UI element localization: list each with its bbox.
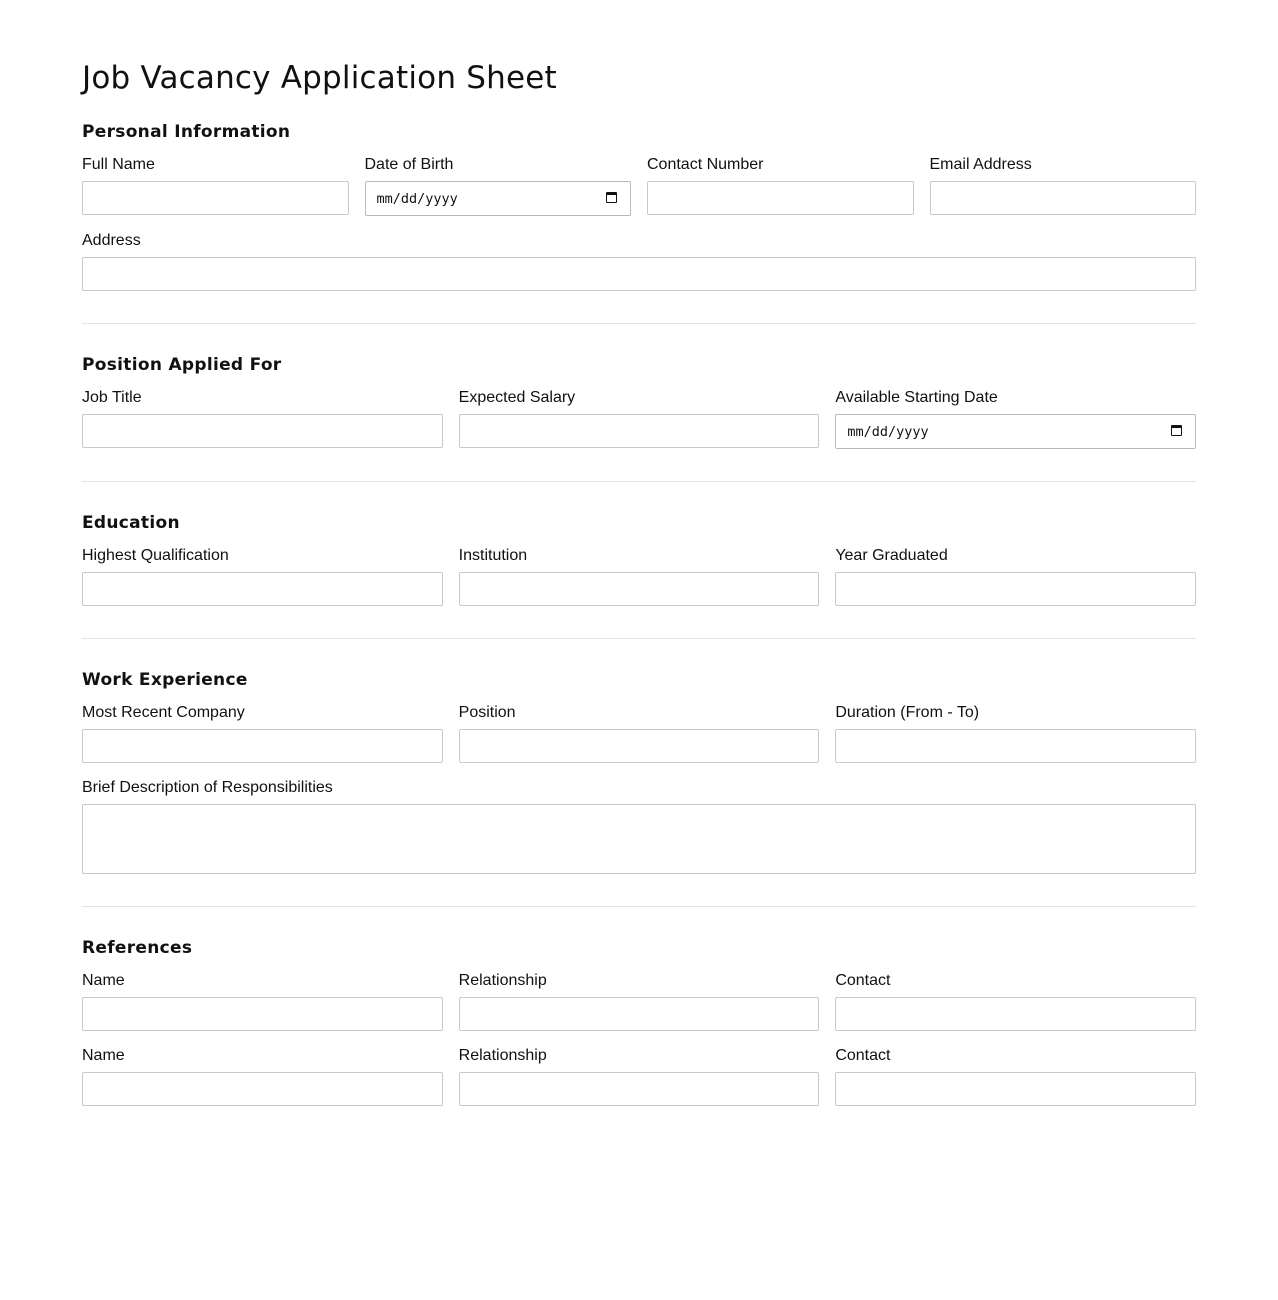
page-title: Job Vacancy Application Sheet: [82, 60, 557, 96]
full-name-label: Full Name: [82, 156, 155, 173]
address-field: [82, 231, 1196, 291]
date-of-birth-field: [365, 155, 632, 216]
duration-field: [835, 703, 1196, 763]
reference-2-name-input[interactable]: [82, 1072, 443, 1106]
address-row: [82, 231, 1196, 291]
reference-1-relationship-field: [459, 971, 820, 1031]
address-input[interactable]: [82, 257, 1196, 291]
reference-2-name-field: [82, 1046, 443, 1106]
responsibilities-row: [82, 778, 1196, 874]
calendar-icon[interactable]: [1171, 425, 1182, 436]
education-row: [82, 546, 1196, 606]
available-starting-date-label: Available Starting Date: [835, 389, 998, 406]
job-title-input[interactable]: [82, 414, 443, 448]
position-row: [82, 388, 1196, 449]
section-divider: [82, 906, 1196, 907]
email-address-label: Email Address: [929, 156, 1032, 173]
reference-2-relationship-label: Relationship: [458, 1047, 547, 1064]
reference-row-2: [82, 1046, 1196, 1106]
reference-1-contact-field: [835, 971, 1196, 1031]
responsibilities-label: Brief Description of Responsibilities: [82, 779, 333, 796]
duration-label: Duration (From - To): [835, 704, 980, 721]
most-recent-company-input[interactable]: [82, 729, 443, 763]
work-position-input[interactable]: [459, 729, 820, 763]
reference-1-contact-label: Contact: [835, 972, 891, 989]
reference-1-contact-input[interactable]: [835, 997, 1196, 1031]
available-starting-date-input[interactable]: [835, 414, 1196, 449]
institution-label: Institution: [458, 547, 528, 564]
date-of-birth-placeholder: mm/dd/yyyy: [376, 191, 458, 207]
reference-1-name-field: [82, 971, 443, 1031]
job-title-field: [82, 388, 443, 449]
section-divider: [82, 638, 1196, 639]
work-position-field: [459, 703, 820, 763]
highest-qualification-input[interactable]: [82, 572, 443, 606]
section-title-personal-information: Personal Information: [82, 122, 291, 142]
reference-2-relationship-input[interactable]: [459, 1072, 820, 1106]
reference-1-name-label: Name: [82, 972, 125, 989]
reference-2-contact-label: Contact: [835, 1047, 891, 1064]
address-label: Address: [82, 232, 141, 249]
date-of-birth-label: Date of Birth: [364, 156, 454, 173]
date-of-birth-input[interactable]: [365, 181, 632, 216]
job-title-label: Job Title: [82, 389, 142, 406]
reference-2-contact-input[interactable]: [835, 1072, 1196, 1106]
email-address-input[interactable]: [930, 181, 1197, 215]
reference-2-contact-field: [835, 1046, 1196, 1106]
section-title-references: References: [82, 938, 193, 958]
application-form: [82, 0, 1196, 1106]
contact-number-input[interactable]: [647, 181, 914, 215]
highest-qualification-label: Highest Qualification: [82, 547, 229, 564]
work-experience-row: [82, 703, 1196, 763]
responsibilities-textarea[interactable]: [82, 804, 1196, 874]
most-recent-company-label: Most Recent Company: [82, 704, 245, 721]
duration-input[interactable]: [835, 729, 1196, 763]
section-title-work-experience: Work Experience: [82, 670, 248, 690]
reference-1-name-input[interactable]: [82, 997, 443, 1031]
section-divider: [82, 481, 1196, 482]
highest-qualification-field: [82, 546, 443, 606]
section-title-education: Education: [82, 513, 180, 533]
available-starting-date-field: [835, 388, 1196, 449]
full-name-input[interactable]: [82, 181, 349, 215]
reference-2-relationship-field: [459, 1046, 820, 1106]
most-recent-company-field: [82, 703, 443, 763]
section-title-position-applied-for: Position Applied For: [82, 355, 282, 375]
reference-row-1: [82, 971, 1196, 1031]
reference-1-relationship-input[interactable]: [459, 997, 820, 1031]
section-divider: [82, 323, 1196, 324]
full-name-field: [82, 155, 349, 216]
expected-salary-input[interactable]: [459, 414, 820, 448]
institution-input[interactable]: [459, 572, 820, 606]
contact-number-label: Contact Number: [647, 156, 764, 173]
contact-number-field: [647, 155, 914, 216]
expected-salary-field: [459, 388, 820, 449]
year-graduated-input[interactable]: [835, 572, 1196, 606]
year-graduated-field: [835, 546, 1196, 606]
reference-1-relationship-label: Relationship: [458, 972, 547, 989]
reference-2-name-label: Name: [82, 1047, 125, 1064]
responsibilities-field: [82, 778, 1196, 874]
work-position-label: Position: [458, 704, 516, 721]
institution-field: [459, 546, 820, 606]
available-starting-date-placeholder: mm/dd/yyyy: [847, 424, 929, 440]
expected-salary-label: Expected Salary: [458, 389, 576, 406]
email-address-field: [930, 155, 1197, 216]
calendar-icon[interactable]: [606, 192, 617, 203]
personal-info-row: [82, 155, 1196, 216]
year-graduated-label: Year Graduated: [835, 547, 948, 564]
